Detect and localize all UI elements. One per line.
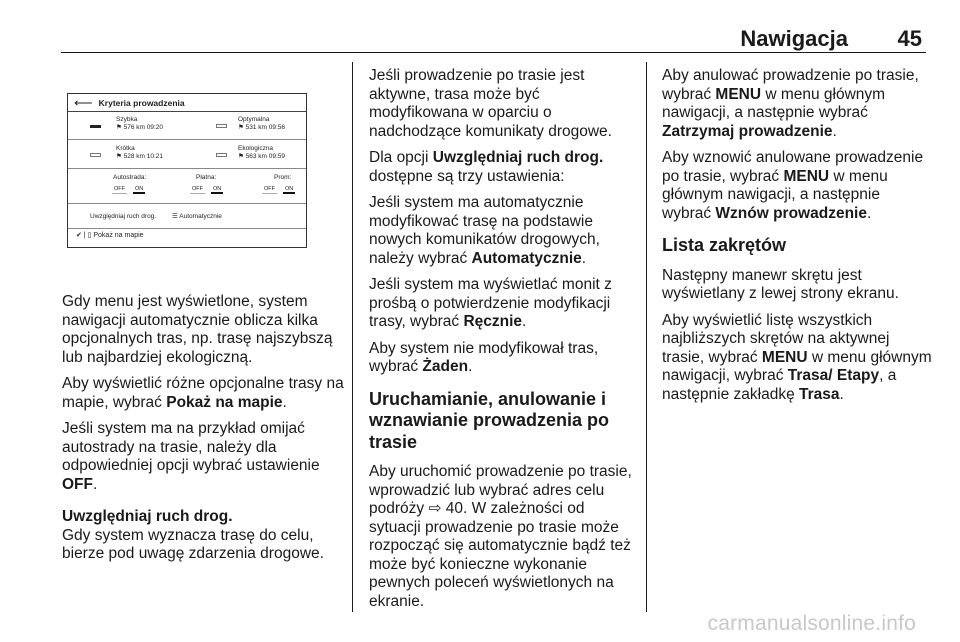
route-info: 531 km 09:56 [245,124,286,131]
checkmark-icon: ✔ | ▯ [76,232,94,239]
header-divider [61,52,926,53]
toggle-off: OFF [114,186,125,192]
paragraph: Aby system nie modyfikował tras, wybrać Żaden. [369,339,599,375]
route-row-1 [68,112,306,140]
column-3 [662,67,932,412]
flag-icon: ⚑ [116,153,124,160]
toggle-on: ON [213,186,222,192]
avoid-toggles-row [68,170,306,204]
paragraph: Jeśli system ma automatycznie modyfikować trasę na podstawie nowych komunikatów drogowych, należy wybrać Automatycznie. [369,194,600,267]
paragraph: Jeśli prowadzenie po trasie jest aktywne, trasa może być modyfikowana w oparciu o nadchodzące komunikaty drogowe. [369,67,612,140]
route-short [116,145,163,161]
page-reference-icon: ⇨ [428,500,442,517]
screenshot-titlebar [68,94,306,112]
route-fastest [116,116,163,132]
bottom-bar [76,232,144,240]
column-divider [352,62,353,612]
route-name: Ekologiczna [238,145,274,152]
column-divider [646,62,647,612]
paragraph: Aby wznowić anulowane prowadzenie po trasie, wybrać MENU w menu głównym nawigacji, a następnie wybrać Wznów prowadzenie. [662,149,924,222]
route-line-icon [216,153,227,157]
paragraph: Dla opcji Uwzględniaj ruch drog. dostępne są trzy ustawienia: [369,149,604,185]
ferry-label: Prom: [274,174,292,181]
paragraph: Gdy system wyznacza trasę do celu, bierze pod uwagę zdarzenia drogowe. [62,526,324,562]
route-line-icon [216,124,227,128]
back-arrow-icon: ⟵ [74,95,93,110]
paragraph: Aby uruchomić prowadzenie po trasie, wprowadzić lub wybrać adres celu podróży ⇨ 40. W zależności od sytuacji prowadzenie po trasie może rozpocząć się automatycznie bądź też może być konieczne wykonanie pewnych poleceń wyświetlonych na ekranie. [369,463,632,610]
traffic-value-text: Automatycznie [179,213,222,220]
toggle-off: OFF [192,186,203,192]
traffic-row [68,205,306,229]
route-info: 528 km 10:21 [123,153,164,160]
column-1 [62,293,344,572]
highways-label: Autostrada: [113,174,147,181]
route-name: Optymalna [238,116,270,123]
watermark-logo: carmanualsonline.info [707,612,916,635]
route-line-icon [90,153,101,157]
route-name: Szybka [116,116,138,123]
paragraph: Jeśli system ma wyświetlać monit z prośbą o potwierdzenie modyfikacji trasy, wybrać Ręcznie. [369,276,612,330]
route-row-2 [68,141,306,169]
flag-icon: ⚑ [116,124,124,131]
toggle-on: ON [135,186,144,192]
page-number: 45 [897,26,922,51]
traffic-label: Uwzględniaj ruch drog. [90,213,157,220]
toggle-on: ON [285,186,294,192]
route-info: 563 km 09:59 [245,153,286,160]
toll-label: Płatna: [196,174,217,181]
paragraph: Aby wyświetlić różne opcjonalne trasy na mapie, wybrać Pokaż na mapie. [62,375,344,411]
show-on-map-label: Pokaż na mapie [93,232,144,239]
running-header-title: Nawigacja [740,26,848,51]
paragraph: Aby wyświetlić listę wszystkich najbliższych skrętów na aktywnej trasie, wybrać MENU w menu głównym nawigacji, wybrać Trasa/ Etapy, a następnie zakładkę Trasa. [662,311,932,403]
column-2 [369,67,635,619]
route-line-icon [90,125,101,128]
section-heading: Lista zakrętów [662,235,787,255]
paragraph: Następny manewr skrętu jest wyświetlany z lewej strony ekranu. [662,266,899,302]
route-info: 576 km 09:20 [123,124,164,131]
highways-toggle [112,186,145,194]
flag-icon: ⚑ [238,153,246,160]
section-heading: Uruchamianie, anulowanie i wznawianie prowadzenia po trasie [369,388,610,452]
flag-icon: ⚑ [238,124,246,131]
ferry-toggle [262,186,295,194]
screenshot-title: Kryteria prowadzenia [98,97,185,108]
route-criteria-screenshot [67,93,307,248]
paragraph: Gdy menu jest wyświetlone, system nawigacji automatycznie oblicza kilka opcjonalnych tras, np. trasę najszybszą lub najbardziej ekologiczną. [62,293,333,366]
paragraph: Jeśli system ma na przykład omijać autostrady na trasie, należy dla odpowiedniej opcji wybrać ustawienie OFF. [62,420,320,493]
route-optimal [238,116,285,132]
toll-toggle [190,186,223,194]
toggle-off: OFF [264,186,275,192]
route-eco [238,145,285,161]
paragraph: Aby anulować prowadzenie po trasie, wybrać MENU w menu głównym nawigacji, a następnie wybrać Zatrzymaj prowadzenie. [662,67,919,140]
route-name: Krótka [116,145,135,152]
list-icon: ☰ [172,213,180,220]
traffic-value [172,213,222,221]
subheading: Uwzględniaj ruch drog. [62,508,233,525]
